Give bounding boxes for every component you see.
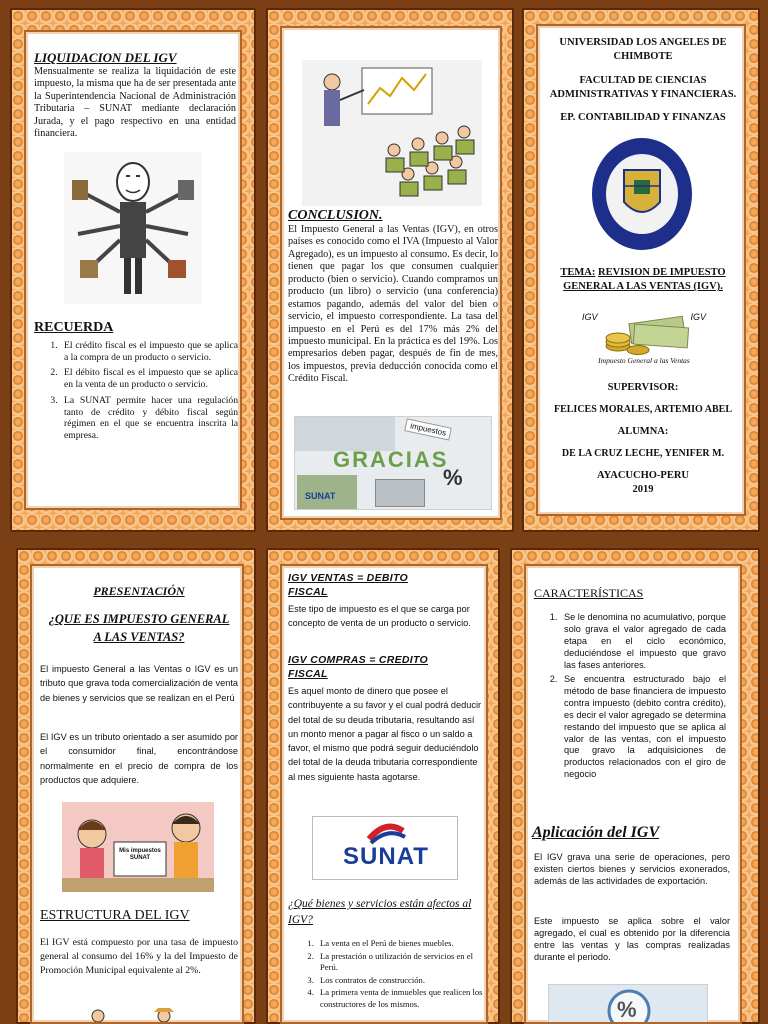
que-es-igv-question: ¿QUE ES IMPUESTO GENERAL A LAS VENTAS? [48,612,230,645]
list-item: 3. La SUNAT permite hacer una regulación tanto de crédito y débito fiscal según régimen en el que se encuentra inscrita la empresa. [60,395,238,442]
faculty-name: FACULTAD DE CIENCIAS ADMINISTRATIVAS Y FINANCIERAS. [549,75,737,100]
panel-conclusion [280,26,502,520]
igv-label-left: IGV [582,312,598,322]
igv-ventas-body: Este tipo de impuesto es el que se carga por concepto de venta de un producto o servicio. [288,604,471,629]
magnifier-percent-image [548,984,708,1024]
list-item: 2. La prestación o utilización de servicios en el Perú. [316,951,484,974]
percent-image: % [443,465,463,490]
panel-ventas-compras [280,564,488,1024]
list-item: 1. El crédito fiscal es el impuesto que se aplica a la compra de un producto o servicio. [60,340,238,363]
igv-compras-body: Es aquel monto de dinero que posee el contribuyente a su favor y el cual podrá deducir del total de su deuda tributaria, resultando así un monto menor a pagar al fisco o un saldo a favor, el mismo que podrá seguir deduciéndolo del total de la deuda tributaria correspondiente al mes siguiente hasta agotarse. [288,686,482,782]
igv-caption: Impuesto General a las Ventas [598,356,690,365]
presentation-illustration [302,60,482,206]
year-label: 2019 [632,484,654,495]
alumna-name: DE LA CRUZ LECHE, YENIFER M. [561,448,725,459]
calculator-image [375,479,425,507]
aplicacion-title: Aplicación del IGV [532,824,660,841]
mis-impuestos-sign: Mis impuestos SUNAT [119,848,161,862]
kids-illustration [62,802,214,892]
sunat-logo [312,816,458,880]
impuestos-tag: impuestos [404,418,452,440]
conclusion-title: CONCLUSION. [288,208,383,223]
aplicacion-p2: Este impuesto se aplica sobre el valor agregado, el cual es obtenido por la diferencia entre las ventas y las compras realizadas durante el periodo. [534,916,730,962]
supervisor-name: FELICES MORALES, ARTEMIO ABEL [553,404,733,415]
liquidacion-body: Mensualmente se realiza la liquidación de este impuesto, la misma que ha de ser presentada ante la Superintendencia Nacional de Administración Tributaria – SUNAT mediante declaración Jurada, y el pago respectivo en una entidad financiera. [34,66,236,140]
panel-presentacion [30,564,244,1024]
tema-value: REVISION DE IMPUESTO GENERAL A LAS VENTAS (IGV). [563,267,726,293]
estructura-title: ESTRUCTURA DEL IGV [40,908,190,923]
presentacion-p2: El IGV es un tributo orientado a ser asumido por el consumidor final, encontrándose normalmente en el precio de compra de los productos que adquiere. [40,732,238,785]
igv-ventas-title: IGV VENTAS = DEBITO FISCAL [288,572,408,598]
bienes-list [286,938,484,1012]
igv-money-image [578,310,710,366]
conclusion-body: El Impuesto General a las Ventas (IGV), en otros países es conocido como el IVA (Impuesto al Valor Agregado), es un impuesto al consumo. Es decir, lo tienen que pagar los que consumen cualquier producto (bien o servicio). Cuando compramos un producto (un libro) o servicio (una conferencia) estamos pagando, además del valor del bien o servicio, el impuesto correspondiente. La tasa del impuesto en el Perú es del 17% más 2% del impuesto municipal. En la práctica es del 19%. Los empresarios deben pagar, después de fin de mes, los impuestos, previa deducción conocida como el Crédito Fiscal. [288,224,498,385]
list-item: 2. El débito fiscal es el impuesto que se aplica en la venta de un producto o servicio. [60,367,238,390]
igv-label-right: IGV [690,312,706,322]
university-name: UNIVERSIDAD LOS ANGELES DE CHIMBOTE [559,37,727,62]
caracteristicas-title: CARACTERÍSTICAS [534,586,644,600]
recuerda-list [30,340,238,446]
university-seal-logo [590,136,694,252]
list-item: 4. La primera venta de inmuebles que realicen los constructores de los mismos. [316,987,484,1010]
tema-label: TEMA: [560,267,596,278]
taxpayer-illustration [64,152,202,304]
list-item: 1. La venta en el Perú de bienes muebles. [316,938,484,950]
aplicacion-p1: El IGV grava una serie de operaciones, pero existen ciertos bienes y servicios exonerados, además de las actividades de exportación. [534,852,730,886]
people-illustration [84,1004,188,1024]
school-name: EP. CONTABILIDAD Y FINANZAS [560,112,726,123]
gracias-collage [294,416,492,510]
gracias-text: GRACIAS [333,447,449,472]
coins-icon [578,314,710,358]
tema-block [546,266,740,294]
panel-cover [536,24,746,516]
presentacion-title: PRESENTACIÓN [93,584,185,598]
recuerda-title: RECUERDA [34,320,114,335]
list-item: 3. Los contratos de construcción. [316,975,484,987]
handshake-image [295,417,395,451]
panel-caracteristicas [524,564,742,1024]
supervisor-label: SUPERVISOR: [607,382,679,393]
liquidacion-title: LIQUIDACION DEL IGV [34,50,177,65]
list-item: 2. Se encuentra estructurado bajo el método de base financiera de impuesto contra impuesto (debito contra crédito), es decir el valor agregado se determina restando del impuesto que se aplica al valor de las ventas, con el impuesto que gravo la adquisiciones de productos relacionados con el giro de negocio [560,674,726,782]
presentacion-p1: El impuesto General a las Ventas o IGV es un tributo que grava toda comercialización de venta de bienes y servicios que se realizan en el Perú [40,664,238,703]
panel-liquidacion [24,30,242,510]
sunat-logo-text: SUNAT [343,843,429,870]
percent-symbol: % [617,997,637,1022]
estructura-body: El IGV está compuesto por una tasa de impuesto general al consumo del 16% y la del Impuesto de Promoción Municipal equivalente al 2%. [40,937,238,977]
city-label: AYACUCHO-PERU [597,470,689,481]
alumna-label: ALUMNA: [617,426,669,437]
bienes-question: ¿Qué bienes y servicios están afectos al IGV? [288,898,472,927]
caracteristicas-list [530,612,726,785]
list-item: 1. Se le denomina no acumulativo, porque solo grava el valor agregado de cada etapa en el ciclo económico, deduciéndose el impuesto que gravo las fases anteriores. [560,612,726,672]
sunat-small-logo: SUNAT [305,491,336,501]
igv-compras-title: IGV COMPRAS = CREDITO FISCAL [288,654,429,680]
